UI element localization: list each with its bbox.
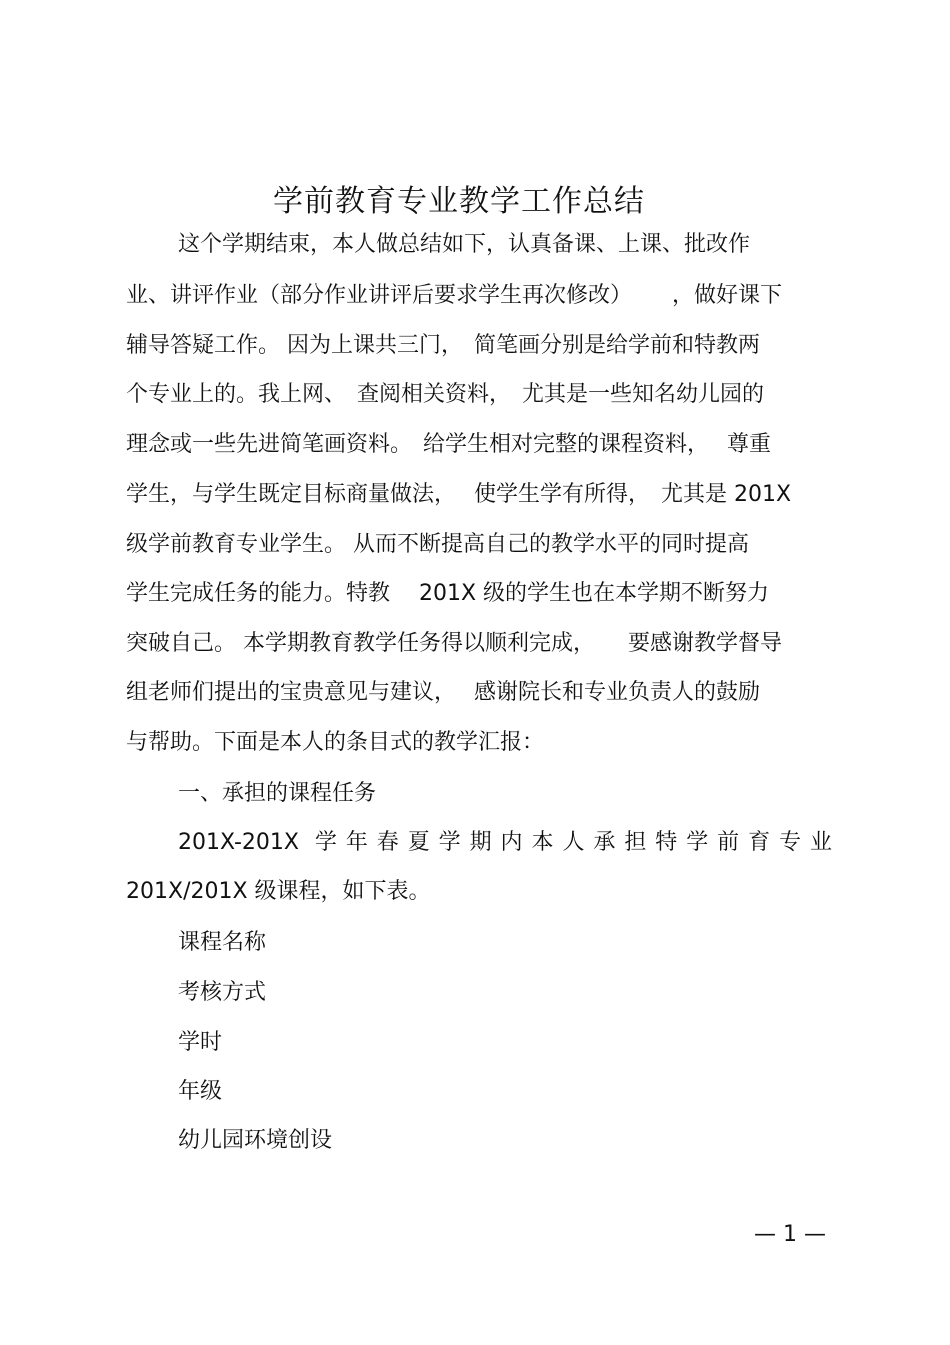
paragraph-line-4: 个专业上的。我上网、 查阅相关资料， 尤其是一些知名幼儿园的	[126, 382, 765, 407]
paragraph-line-10: 组老师们提出的宝贵意见与建议， 感谢院长和专业负责人的鼓励	[126, 680, 760, 705]
paragraph-line-8: 学生完成任务的能力。特教 201X 级的学生也在本学期不断努力	[126, 581, 770, 606]
paragraph-line-5: 理念或一些先进简笔画资料。 给学生相对完整的课程资料， 尊重	[126, 432, 771, 457]
paragraph-line-2: 业、讲评作业（部分作业讲评后要求学生再次修改） ，做好课下	[126, 283, 782, 308]
paragraph-line-6: 学生，与学生既定目标商量做法， 使学生学有所得， 尤其是 201X	[126, 482, 792, 507]
course-paragraph-line-2: 201X/201X 级课程，如下表。	[126, 879, 431, 904]
paragraph-line-7: 级学前教育专业学生。 从而不断提高自己的教学水平的同时提高	[126, 532, 749, 557]
course-paragraph-line-1: 201X-201X 学年春夏学期内本人承担特学前育专业	[178, 830, 832, 855]
page-number: — 1 —	[754, 1222, 826, 1247]
paragraph-line-11: 与帮助。下面是本人的条目式的教学汇报：	[126, 730, 545, 755]
table-item-course-1: 幼儿园环境创设	[178, 1128, 333, 1153]
paragraph-line-1: 这个学期结束，本人做总结如下，认真备课、上课、批改作	[178, 232, 751, 257]
table-item-grade: 年级	[178, 1079, 223, 1104]
table-item-hours: 学时	[178, 1030, 223, 1055]
table-item-assessment: 考核方式	[178, 980, 267, 1005]
document-title: 学前教育专业教学工作总结	[273, 184, 645, 219]
section-heading: 一、承担的课程任务	[178, 781, 377, 806]
table-item-course-name: 课程名称	[178, 930, 267, 955]
paragraph-line-9: 突破自己。 本学期教育教学任务得以顺利完成， 要感谢教学督导	[126, 631, 782, 656]
paragraph-line-3: 辅导答疑工作。 因为上课共三门， 简笔画分别是给学前和特教两	[126, 333, 760, 358]
